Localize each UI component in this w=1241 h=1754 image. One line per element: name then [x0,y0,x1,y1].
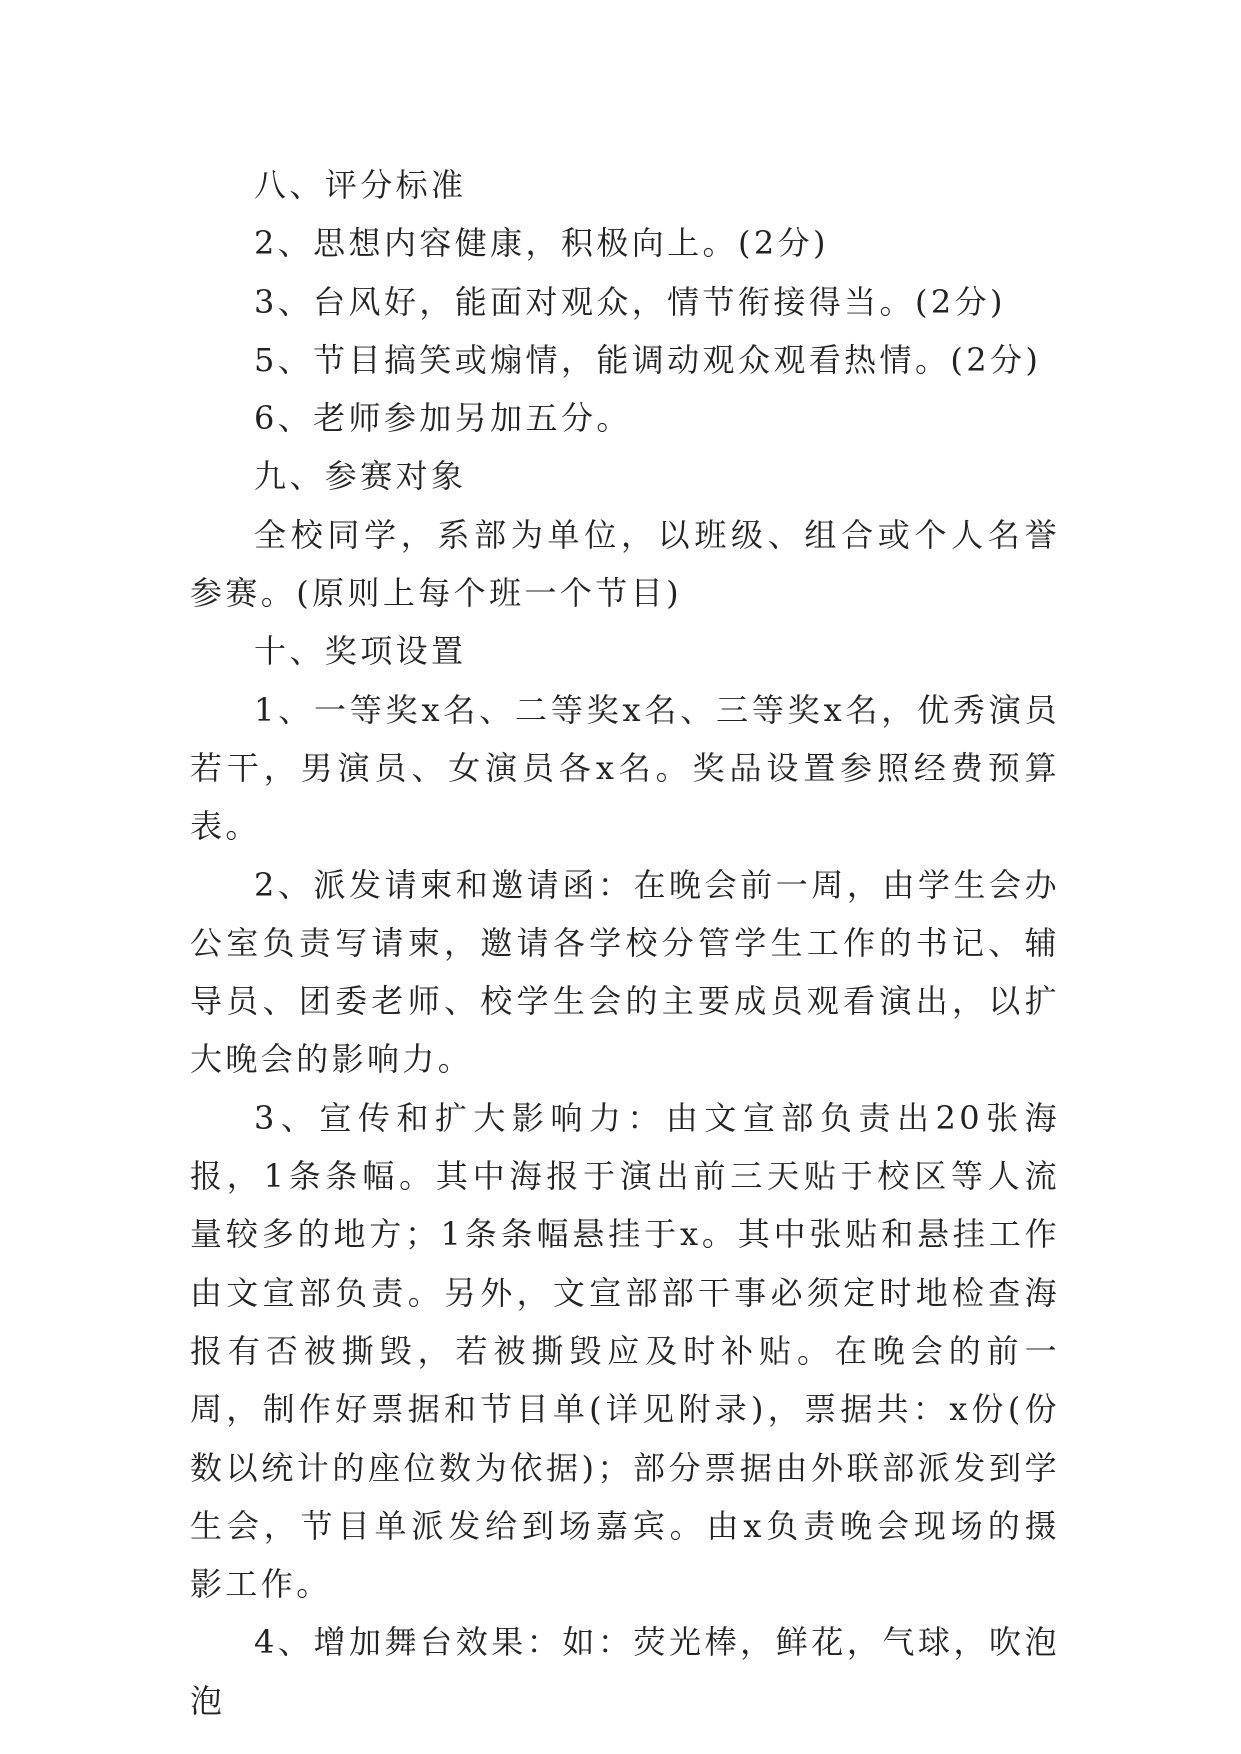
paragraph: 全校同学，系部为单位，以班级、组合或个人名誉参赛。(原则上每个班一个节目) [190,515,1060,613]
paragraph: 2、思想内容健康，积极向上。(2分) [254,224,829,263]
paragraph: 2、派发请柬和邀请函：在晚会前一周，由学生会办公室负责写请柬，邀请各学校分管学生工作的书记、辅导员、团委老师、校学生会的主要成员观看演出，以扩大晚会的影响力。 [190,865,1060,1079]
section-heading-awards: 十、奖项设置 [254,632,467,671]
paragraph: 4、增加舞台效果：如：荧光棒，鲜花，气球，吹泡泡 [190,1623,1060,1720]
paragraph: 3、台风好，能面对观众，情节衔接得当。(2分) [254,282,1006,321]
paragraph: 1、一等奖x名、二等奖x名、三等奖x名，优秀演员若干，男演员、女演员各x名。奖品设置参照经费预算表。 [190,690,1060,846]
section-heading-participants: 九、参赛对象 [254,457,467,496]
paragraph: 3、宣传和扩大影响力：由文宣部负责出20张海报，1条条幅。其中海报于演出前三天贴于校区等人流量较多的地方；1条条幅悬挂于x。其中张贴和悬挂工作由文宣部负责。另外，文宣部部干事必须定时地检查海报有否被撕毁，若被撕毁应及时补贴。在晚会的前一周，制作好票据和节目单(详见附录)，票据共：x份(份数以统计的座位数为依据)；部分票据由外联部派发到学生会，节目单派发给到场嘉宾。由x负责晚会现场的摄影工作。 [190,1098,1060,1604]
paragraph: 5、节目搞笑或煽情，能调动观众观看热情。(2分) [254,340,1042,379]
section-heading-scoring: 八、评分标准 [254,166,467,204]
paragraph: 6、老师参加另加五分。 [254,399,632,438]
document-body [190,156,1060,1730]
